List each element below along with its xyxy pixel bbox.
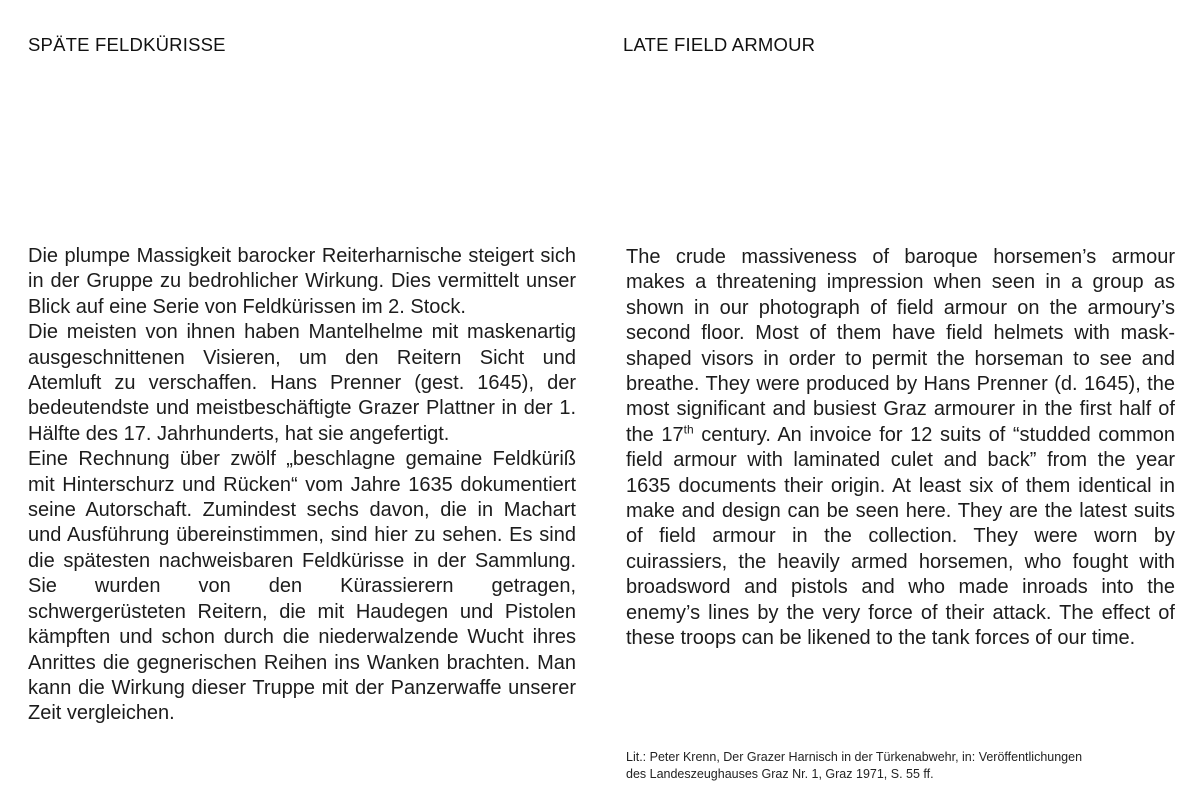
- english-text-part-2: century. An invoice for 12 suits of “studded common field armour with laminated culet and back” from the year 1635 documents their origin. At least six of them identical in make and design can be seen here. They are the latest suits of field armour in the collection. They were worn by cuirassiers, the heavily armed horsemen, who fought with broadsword and pistols and who made inroads into the enemy’s lines by the very force of their attack. The effect of these troops can be likened to the tank forces of our time.: [626, 423, 1175, 650]
- german-paragraph-1: Die plumpe Massigkeit barocker Reiterharnische steigert sich in der Gruppe zu bedrohlicher Wirkung. Dies vermittelt unser Blick auf eine Serie von Feldkürissen im 2. Stock.: [28, 245, 576, 318]
- english-heading: LATE FIELD ARMOUR: [623, 34, 816, 55]
- german-heading: SPÄTE FELDKÜRISSE: [28, 34, 226, 55]
- english-text-column: [626, 245, 1175, 652]
- citation-line-2: des Landeszeughauses Graz Nr. 1, Graz 1971, S. 55 ff.: [626, 766, 934, 781]
- english-text-part-1: The crude massiveness of baroque horsemen’s armour makes a threatening impression when seen in a group as shown in our photograph of field armour on the armoury’s second floor. Most of them have field helmets with mask-shaped visors in order to permit the horseman to see and breathe. They were produced by Hans Prenner (d. 1645), the most significant and busiest Graz armourer in the first half of the 17: [626, 246, 1175, 446]
- literature-citation: [626, 749, 1186, 782]
- german-text-column: [28, 244, 576, 727]
- german-paragraph-2: Die meisten von ihnen haben Mantelhelme mit maskenartig ausgeschnittenen Visieren, um den Reitern Sicht und Atemluft zu verschaffen. Hans Prenner (gest. 1645), der bedeutendste und meistbeschäftigte Grazer Plattner in der 1. Hälfte des 17. Jahrhunderts, hat sie angefertigt.: [28, 321, 576, 445]
- german-paragraph-3: Eine Rechnung über zwölf „beschlagne gemaine Feldküriß mit Hinterschurz und Rücken“ vom Jahre 1635 dokumentiert seine Autorschaft. Zumindest sechs davon, die in Machart und Ausführung übereinstimmen, sind hier zu sehen. Es sind die spätesten nachweisbaren Feldkürisse in der Sammlung. Sie wurden von den Kürassierern getragen, schwergerüsteten Reitern, die mit Haudegen und Pistolen kämpften und schon durch die niederwalzende Wucht ihres Anrittes die gegnerischen Reihen ins Wanken brachten. Man kann die Wirkung dieser Truppe mit der Panzerwaffe unserer Zeit vergleichen.: [28, 448, 576, 725]
- ordinal-superscript: th: [683, 422, 694, 437]
- citation-line-1: Lit.: Peter Krenn, Der Grazer Harnisch in der Türkenabwehr, in: Veröffentlichungen: [626, 750, 1083, 764]
- english-paragraph: [626, 245, 1175, 652]
